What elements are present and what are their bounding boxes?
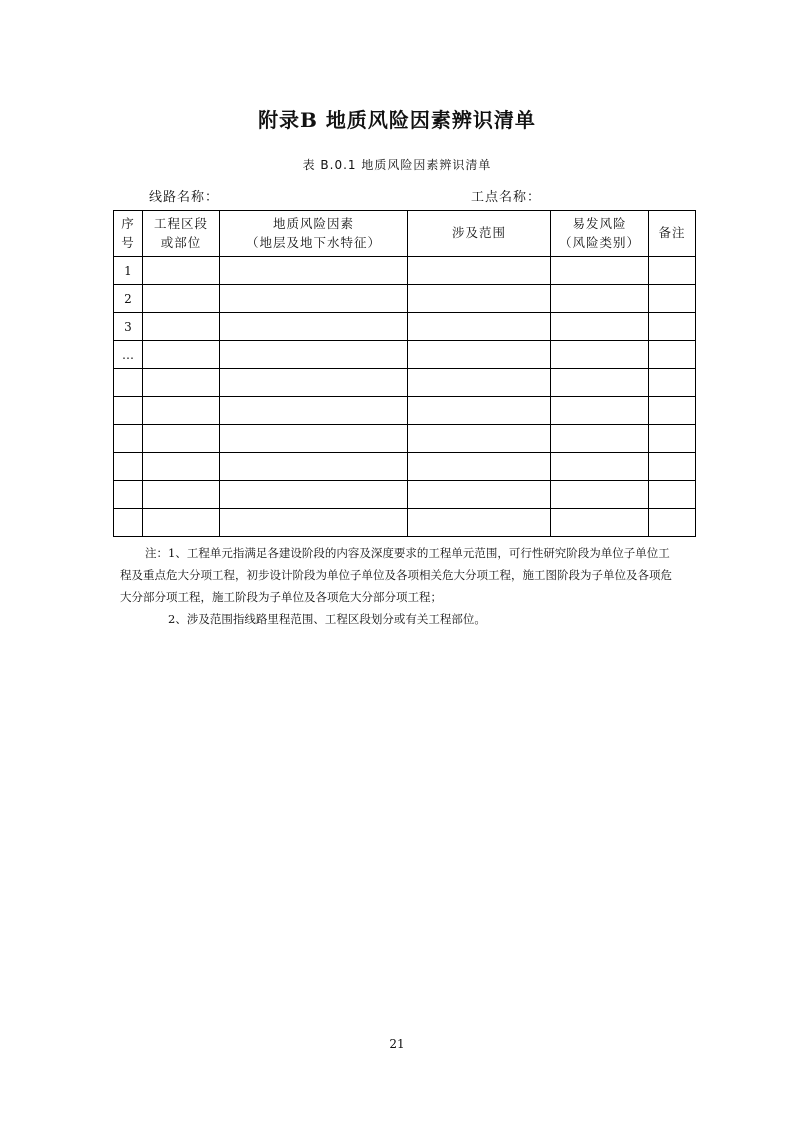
table-cell (551, 369, 649, 397)
table-row (114, 425, 696, 453)
note-1: 注：1、工程单元指满足各建设阶段的内容及深度要求的工程单元范围，可行性研究阶段为单位子单位工程及重点危大分项工程，初步设计阶段为单位子单位及各项相关危大分项工程，施工图阶段为子单位及各项危大分部分项工程，施工阶段为子单位及各项危大分部分项工程； (120, 546, 672, 604)
header-risk-factor (220, 211, 408, 257)
table-row (114, 509, 696, 537)
table-row (114, 481, 696, 509)
table-cell (551, 257, 649, 285)
table-cell (649, 425, 696, 453)
table-cell (649, 481, 696, 509)
table-cell (551, 425, 649, 453)
table-cell (649, 341, 696, 369)
table-cell (408, 425, 551, 453)
table-cell (551, 453, 649, 481)
table-cell (551, 509, 649, 537)
header-seq-line2: 号 (121, 234, 135, 250)
table-cell (143, 369, 220, 397)
table-cell (649, 285, 696, 313)
table-cell (143, 453, 220, 481)
row-seq-cell (114, 369, 143, 397)
header-seq (114, 211, 143, 257)
table-cell (220, 453, 408, 481)
table-row (114, 453, 696, 481)
table-cell (551, 285, 649, 313)
table-cell (143, 257, 220, 285)
document-title: 附录B 地质风险因素辨识清单 (258, 108, 536, 132)
table-cell (551, 397, 649, 425)
header-scope (408, 211, 551, 257)
table-cell (220, 257, 408, 285)
table-cell (551, 341, 649, 369)
table-cell (143, 313, 220, 341)
row-seq-cell (114, 481, 143, 509)
table-cell (649, 313, 696, 341)
table-cell (220, 285, 408, 313)
row-seq-cell: 2 (114, 285, 143, 313)
table-cell (143, 509, 220, 537)
table-cell (408, 341, 551, 369)
header-section-line2: 或部位 (160, 234, 202, 250)
table-cell (408, 285, 551, 313)
table-header-row (114, 211, 696, 257)
header-risk-factor-line1: 地质风险因素 (272, 215, 354, 231)
table-cell (220, 313, 408, 341)
table-cell (408, 257, 551, 285)
row-seq-cell (114, 425, 143, 453)
table-cell (143, 341, 220, 369)
table-cell (649, 369, 696, 397)
table-cell (220, 509, 408, 537)
table-cell (408, 397, 551, 425)
table-row (114, 397, 696, 425)
row-seq-cell (114, 453, 143, 481)
header-prone-risk-line1: 易发风险 (572, 215, 627, 231)
page-number: 21 (389, 1037, 405, 1051)
table-cell (649, 397, 696, 425)
table-cell (408, 369, 551, 397)
table-cell (408, 453, 551, 481)
table-row (114, 257, 696, 285)
header-seq-line1: 序 (121, 215, 135, 231)
table-cell (220, 369, 408, 397)
table-cell (551, 481, 649, 509)
header-scope-line1: 涉及范围 (451, 225, 506, 241)
row-seq-cell: 3 (114, 313, 143, 341)
table-cell (551, 313, 649, 341)
table-row (114, 341, 696, 369)
header-prone-risk (551, 211, 649, 257)
line-name-label: 线路名称： (149, 190, 220, 205)
table-caption: 表 B.0.1 地质风险因素辨识清单 (302, 158, 492, 172)
table-cell (408, 481, 551, 509)
table-cell (220, 397, 408, 425)
header-risk-factor-line2: （地层及地下水特征） (245, 234, 381, 250)
risk-checklist-table (113, 210, 696, 537)
header-section (143, 211, 220, 257)
table-cell (408, 509, 551, 537)
table-cell (220, 481, 408, 509)
table-cell (220, 425, 408, 453)
table-cell (143, 285, 220, 313)
header-section-line1: 工程区段 (153, 215, 208, 231)
header-prone-risk-line2: （风险类别） (558, 234, 640, 250)
table-row (114, 369, 696, 397)
header-remarks-line1: 备注 (658, 225, 686, 241)
table-cell (143, 425, 220, 453)
table-cell (143, 397, 220, 425)
table-cell (143, 481, 220, 509)
table-cell (649, 257, 696, 285)
note-2: 2、涉及范围指线路里程范围、工程区段划分或有关工程部位。 (168, 612, 486, 626)
table-notes (120, 542, 680, 630)
table-cell (649, 453, 696, 481)
row-seq-cell (114, 397, 143, 425)
table-cell (649, 509, 696, 537)
header-remarks (649, 211, 696, 257)
row-seq-cell (114, 509, 143, 537)
table-cell (220, 341, 408, 369)
table-row (114, 313, 696, 341)
table-cell (408, 313, 551, 341)
row-seq-cell: 1 (114, 257, 143, 285)
row-seq-cell: … (114, 341, 143, 369)
table-row (114, 285, 696, 313)
site-name-label: 工点名称： (471, 190, 542, 205)
